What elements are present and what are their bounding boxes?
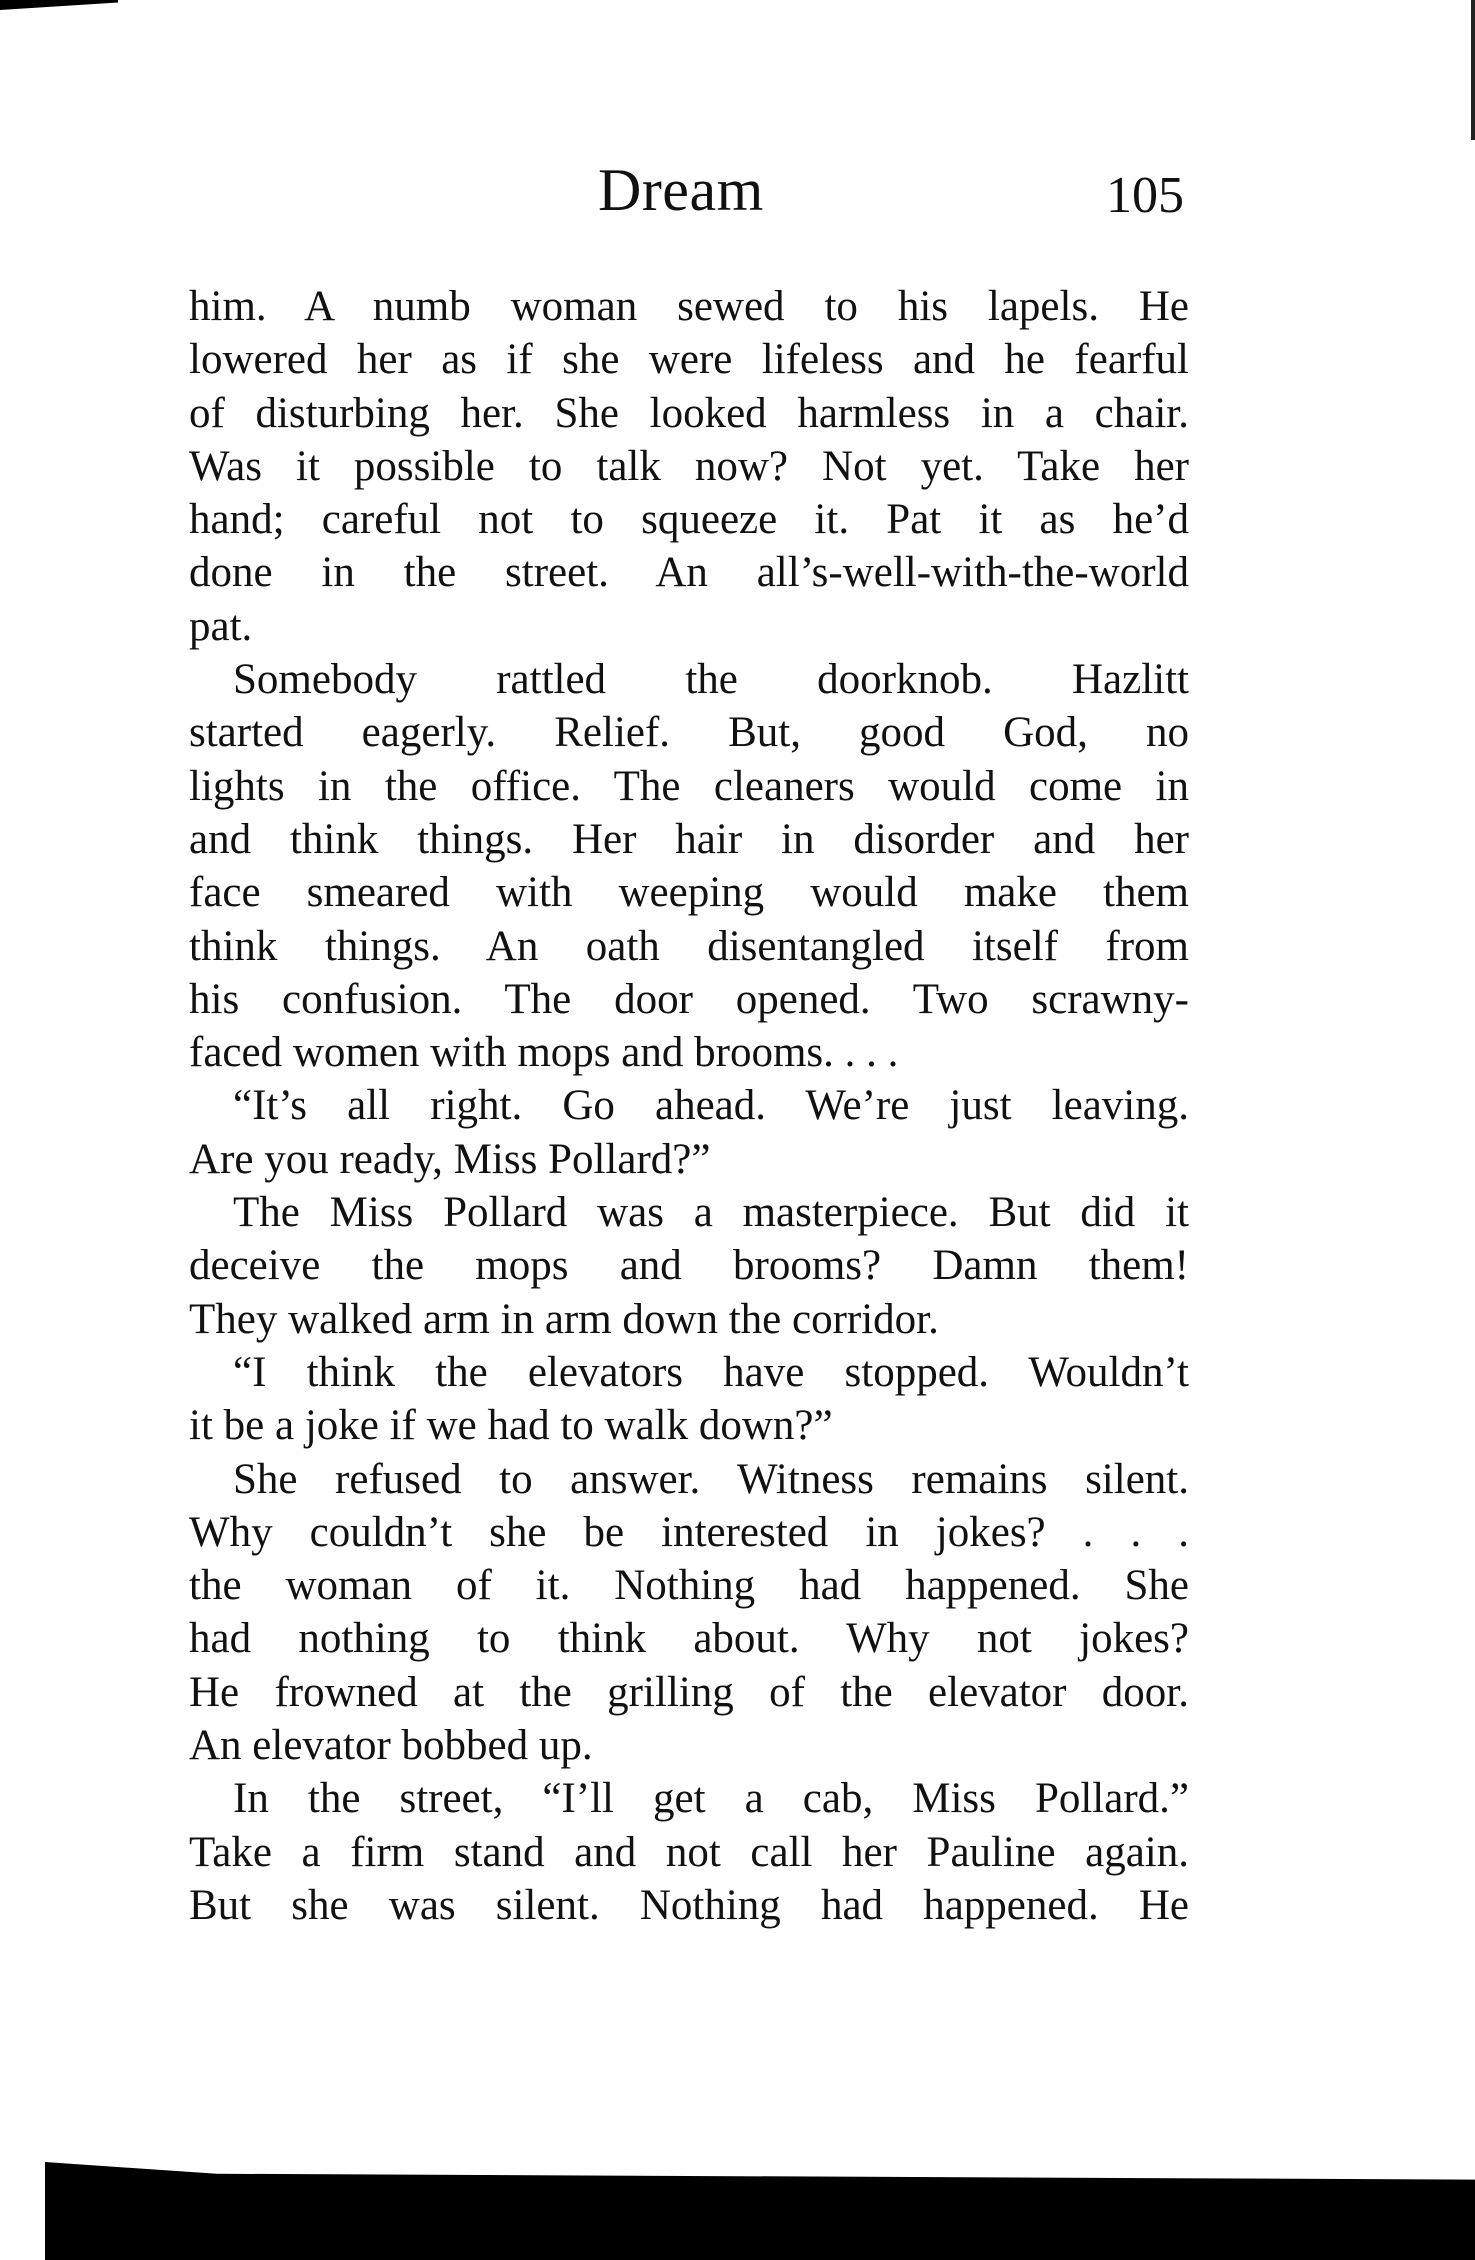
text-line: of disturbing her. She looked harmless in a chair.: [189, 389, 1189, 437]
text-line: faced women with mops and brooms. . . .: [189, 1029, 899, 1077]
text-line: “I think the elevators have stopped. Wouldn’t: [233, 1348, 1189, 1396]
text-line: started eagerly. Relief. But, good God, no: [189, 709, 1189, 757]
text-line: In the street, “I’ll get a cab, Miss Pollard.”: [233, 1775, 1189, 1823]
text-line: They walked arm in arm down the corridor.: [189, 1295, 939, 1343]
text-line: had nothing to think about. Why not jokes?: [189, 1615, 1189, 1663]
text-line: hand; careful not to squeeze it. Pat it as he’d: [189, 496, 1189, 544]
text-line: Was it possible to talk now? Not yet. Take her: [189, 442, 1189, 490]
text-line: “It’s all right. Go ahead. We’re just leaving.: [233, 1082, 1189, 1130]
text-line: An elevator bobbed up.: [189, 1722, 593, 1770]
page-header: [0, 150, 1475, 230]
text-line: Are you ready, Miss Pollard?”: [189, 1135, 711, 1183]
text-line: But she was silent. Nothing had happened. He: [189, 1881, 1189, 1929]
text-line: The Miss Pollard was a masterpiece. But did it: [233, 1189, 1189, 1237]
text-line: He frowned at the grilling of the elevator door.: [189, 1668, 1189, 1716]
text-line: face smeared with weeping would make them: [189, 869, 1189, 917]
text-line: him. A numb woman sewed to his lapels. He: [189, 283, 1189, 330]
text-line: think things. An oath disentangled itself from: [189, 922, 1189, 970]
page-number: 105: [1106, 167, 1184, 224]
text-line: the woman of it. Nothing had happened. She: [189, 1562, 1189, 1610]
text-line: done in the street. An all’s-well-with-the-world: [189, 549, 1189, 597]
text-line: deceive the mops and brooms? Damn them!: [189, 1242, 1189, 1290]
text-line: Why couldn’t she be interested in jokes? . . .: [189, 1508, 1189, 1556]
text-line: his confusion. The door opened. Two scrawny-: [189, 975, 1189, 1023]
scan-edge-mark: [0, 0, 118, 10]
text-line: She refused to answer. Witness remains silent.: [233, 1455, 1189, 1503]
scan-bottom-shadow: [45, 2162, 1475, 2260]
body-text: [189, 280, 1189, 1932]
text-line: pat.: [189, 602, 253, 650]
text-line: lowered her as if she were lifeless and he fearful: [189, 336, 1189, 384]
scan-edge-mark: [1471, 0, 1475, 140]
text-line: Take a firm stand and not call her Pauline again.: [189, 1828, 1189, 1876]
text-line: it be a joke if we had to walk down?”: [189, 1402, 833, 1450]
text-line: Somebody rattled the doorknob. Hazlitt: [233, 656, 1189, 704]
text-line: and think things. Her hair in disorder and her: [189, 815, 1189, 863]
text-line: lights in the office. The cleaners would come in: [189, 762, 1189, 810]
running-title: Dream: [598, 157, 764, 223]
